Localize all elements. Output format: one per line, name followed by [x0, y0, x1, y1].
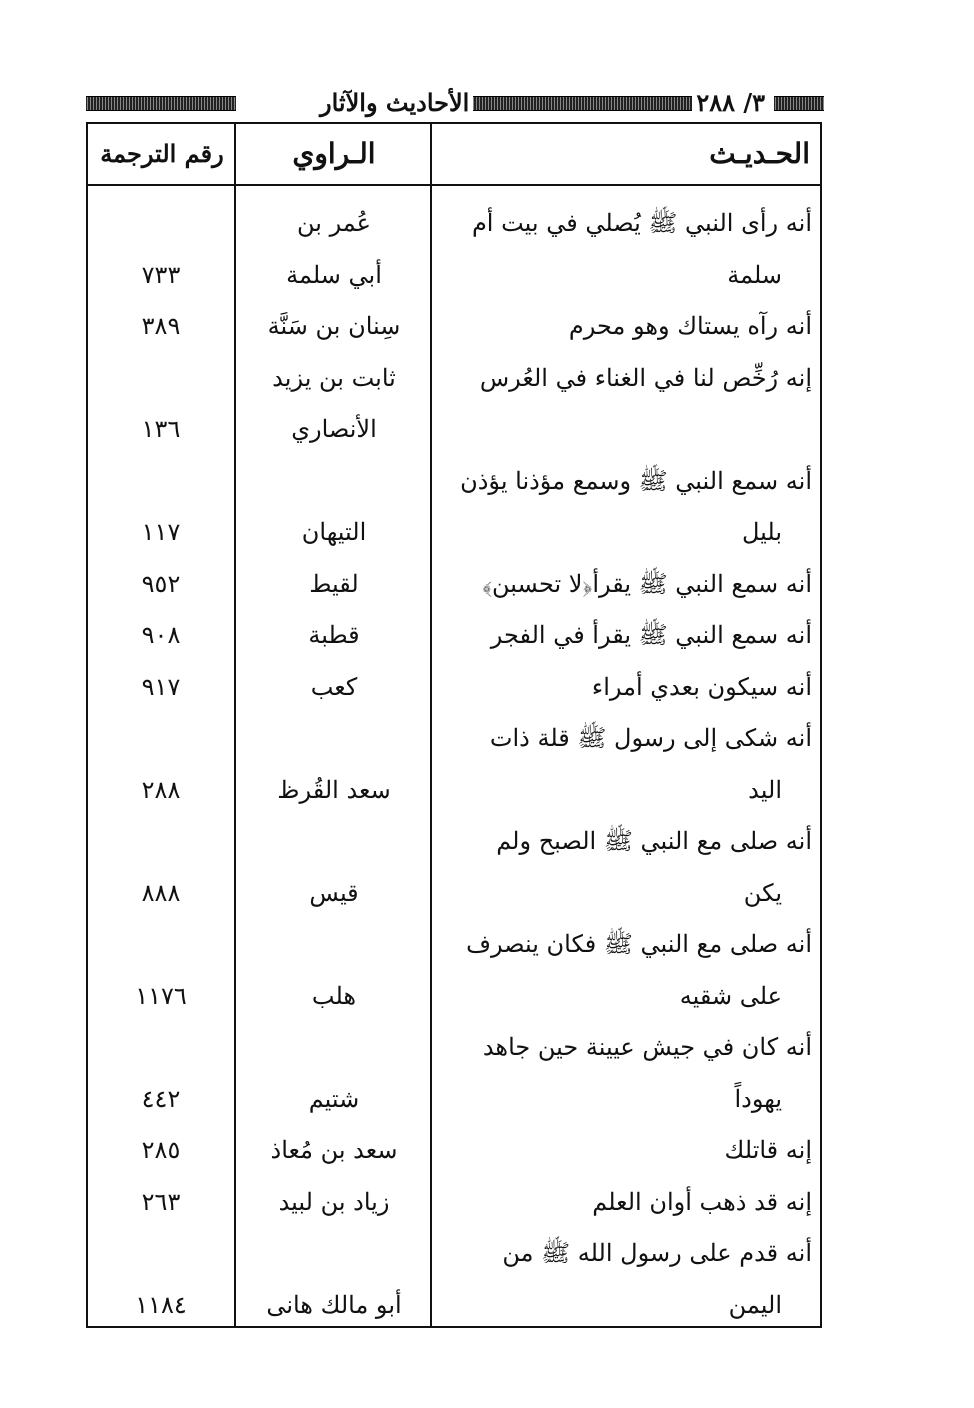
- rawi-cell: [236, 816, 432, 866]
- rawi-cell: لقيط: [309, 569, 359, 598]
- tarjama-number-cell: ٢٨٥: [141, 1136, 181, 1164]
- tarjama-number-cell: ١٣٦: [141, 415, 181, 443]
- tarjama-number-cell: [88, 198, 234, 248]
- hadith-cell: يهوداً: [734, 1084, 782, 1113]
- hadith-cell: [430, 404, 812, 454]
- tarjama-number-cell: ٩١٧: [141, 672, 181, 701]
- hadith-table: [86, 122, 822, 1328]
- tarjama-number-cell: [88, 353, 234, 403]
- running-header: [86, 88, 824, 118]
- hadith-cell: أنه صلى مع النبي ﷺ الصبح ولم: [496, 827, 812, 855]
- rawi-cell: [236, 1022, 432, 1072]
- hadith-cell: أنه سمع النبي ﷺ يقرأ في الفجر: [490, 621, 812, 649]
- tarjama-number-cell: [88, 1228, 234, 1278]
- rawi-cell: أبو مالك هانى: [266, 1290, 402, 1319]
- rawi-cell: التيهان: [301, 518, 367, 546]
- rawi-cell: سعد بن مُعاذ: [270, 1136, 398, 1164]
- rawi-cell: [236, 713, 432, 763]
- hadith-cell: أنه رأى النبي ﷺ يُصلي في بيت أم: [471, 209, 812, 237]
- hadith-cell: أنه صلى مع النبي ﷺ فكان ينصرف: [466, 930, 812, 958]
- tarjama-number-cell: ٢٨٨: [141, 775, 181, 804]
- rawi-cell: ثابت بن يزيد: [272, 363, 396, 392]
- rawi-cell: الأنصاري: [291, 415, 377, 443]
- rawi-cell: [236, 456, 432, 506]
- tarjama-number-cell: [88, 1022, 234, 1072]
- running-title: الأحاديث والآثار: [316, 88, 473, 118]
- hadith-cell: أنه كان في جيش عيينة حين جاهد: [482, 1033, 812, 1061]
- column-header-rawi: الـراوي: [292, 137, 376, 170]
- hadith-cell: اليد: [748, 775, 782, 804]
- column-header-hadith: الحـديـث: [709, 137, 810, 170]
- hadith-cell: على شقيه: [679, 981, 782, 1010]
- hadith-cell: يكن: [743, 878, 782, 907]
- tarjama-number-cell: ٩٠٨: [141, 621, 181, 649]
- rawi-cell: سعد القُرظ: [277, 775, 391, 804]
- tarjama-number-cell: [88, 919, 234, 969]
- rawi-cell: هلب: [311, 981, 357, 1010]
- hadith-cell: إنه قاتلك: [724, 1136, 812, 1164]
- tarjama-number-cell: ٣٨٩: [141, 312, 181, 340]
- tarjama-number-cell: ١١٨٤: [135, 1290, 187, 1319]
- hadith-cell: أنه سمع النبي ﷺ وسمع مؤذنا يؤذن: [460, 466, 812, 495]
- page-reference: ٣/ ٢٨٨: [692, 88, 769, 118]
- tarjama-number-cell: [88, 713, 234, 763]
- hadith-cell: أنه قدم على رسول الله ﷺ من: [502, 1239, 812, 1267]
- rawi-cell: عُمر بن: [296, 209, 371, 237]
- hadith-cell: بليل: [741, 518, 782, 546]
- tarjama-number-cell: ١١٧: [141, 518, 181, 546]
- tarjama-number-cell: [88, 456, 234, 506]
- hadith-cell: إنه قد ذهب أوان العلم: [592, 1187, 812, 1216]
- hadith-cell: أنه سيكون بعدي أمراء: [591, 672, 812, 701]
- rawi-cell: كعب: [310, 672, 358, 701]
- tarjama-number-cell: ٨٨٨: [141, 878, 181, 907]
- tarjama-number-cell: ٧٣٣: [141, 260, 181, 289]
- tarjama-number-cell: ٤٤٢: [141, 1084, 181, 1113]
- hadith-cell: أنه سمع النبي ﷺ يقرأ﴿لا تحسبن﴾: [482, 569, 812, 598]
- tarjama-number-cell: ٢٦٣: [141, 1187, 181, 1216]
- column-header-tarjama: رقم الترجمة: [100, 139, 224, 168]
- header-ornament-right: [774, 96, 824, 111]
- rawi-cell: [236, 1228, 432, 1278]
- hadith-cell: أنه شكى إلى رسول ﷺ قلة ذات: [489, 724, 812, 752]
- hadith-cell: اليمن: [728, 1290, 782, 1319]
- tarjama-number-cell: ١١٧٦: [135, 981, 187, 1010]
- hadith-cell: سلمة: [727, 260, 782, 289]
- rawi-cell: زياد بن لبيد: [278, 1187, 390, 1216]
- rawi-cell: شتيم: [308, 1084, 360, 1113]
- rawi-cell: قيس: [309, 878, 359, 907]
- header-ornament-left: [86, 96, 236, 111]
- rawi-cell: سِنان بن سَنَّة: [267, 312, 401, 340]
- rawi-cell: أبي سلمة: [286, 260, 382, 289]
- rawi-cell: قطبة: [308, 621, 360, 649]
- header-rule: [88, 184, 820, 186]
- hadith-cell: أنه رآه يستاك وهو محرم: [568, 312, 812, 340]
- tarjama-number-cell: [88, 816, 234, 866]
- tarjama-number-cell: ٩٥٢: [141, 569, 181, 598]
- hadith-cell: إنه رُخِّص لنا في الغناء في العُرس: [479, 363, 812, 392]
- rawi-cell: [236, 919, 432, 969]
